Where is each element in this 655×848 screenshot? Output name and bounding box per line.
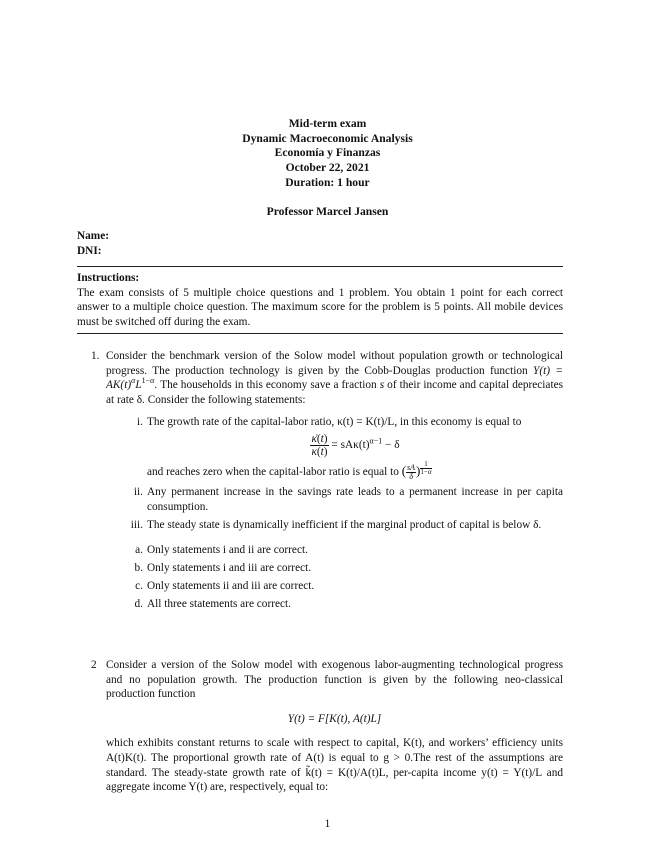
q1-production-fn: Y(t) = AK(t): [106, 364, 563, 392]
q1-intro-a: Consider the benchmark version of the Solow model without population growth or technological progress. The production technology is given by the Cobb-Douglas production function: [106, 350, 563, 377]
exam-duration: Duration: 1 hour: [285, 175, 370, 189]
question-1: [91, 349, 563, 615]
q1-intro-b: . The households in this economy save a fraction: [154, 379, 380, 392]
professor-name: Professor Marcel Jansen: [266, 204, 389, 218]
divider-top: [77, 266, 563, 267]
exam-header: [0, 117, 655, 219]
instructions-text: The exam consists of 5 multiple choice questions and 1 problem. You obtain 1 point for each correct answer to a multiple choice question. The maximum score for the problem is 5 points. All mobile devices must be switched off during the exam.: [77, 286, 563, 328]
option-d[interactable]: d. All three statements are correct.: [134, 598, 291, 611]
statement-i-number: i.: [137, 416, 143, 429]
question-number: 1.: [91, 350, 100, 362]
dni-label: DNI:: [77, 245, 102, 257]
q2-intro: Consider a version of the Solow model with exogenous labor-augmenting technological progress and no population growth. The production function is given by the following neo-classical production function: [106, 659, 563, 701]
instructions-title: Instructions:: [77, 272, 140, 284]
statement-iii: [130, 518, 563, 533]
instructions-block: [77, 271, 563, 329]
statements-list: [130, 415, 563, 532]
question-number: 2: [91, 659, 97, 671]
kappa-growth-fraction: $\frac{\kappȧ(t)}{\kappa(t)}$: [311, 432, 328, 458]
equation-tail: − δ: [382, 439, 400, 452]
option-b[interactable]: b. Only statements i and iii are correct.: [134, 561, 312, 574]
page-number: 1: [324, 818, 331, 830]
statement-i-text: The growth rate of the capital-labor ratio, κ(t) = K(t)/L, in this economy is equal to: [147, 416, 522, 429]
exam-title: Mid-term exam: [288, 117, 367, 130]
statement-iii-number: iii.: [130, 519, 143, 532]
statement-ii-number: ii.: [133, 485, 143, 498]
divider-bottom: [77, 333, 563, 334]
statement-ii: [133, 485, 563, 514]
q2-equation: Y(t) = F[K(t), A(t)L]: [287, 712, 382, 725]
name-label: Name:: [77, 230, 109, 242]
equation-rhs: = sAκ(t): [331, 439, 370, 452]
equation-exponent: α−1: [369, 436, 383, 446]
option-a[interactable]: a. Only statements i and ii are correct.: [135, 543, 308, 556]
course-title: Dynamic Macroeconomic Analysis: [242, 131, 413, 145]
answer-options: [134, 543, 563, 612]
statement-i: i. The growth rate of the capital-labor ratio, κ(t) = K(t)/L, in this economy is equal to $\frac{\kappȧ(t)}{\kappa(t)}$ = $sA\kappa(t)^{\alpha-1} - \delta$ and reaches zero when the capital-labor ratio is equal to ( $\frac{sA}{\delta}$ ) $^{\frac{1}{1-\alpha}}$: [137, 415, 563, 481]
statement-i-equation: [147, 433, 563, 458]
statement-ii-text: Any permanent increase in the savings rate leads to a permanent increase in per capita consumption.: [147, 485, 563, 513]
program-name: Economía y Finanzas: [274, 146, 381, 160]
question-2: [91, 658, 563, 795]
question-2-text: [106, 658, 563, 795]
statement-iii-text: The steady state is dynamically inefficient if the marginal product of capital is below δ.: [147, 519, 542, 532]
option-c[interactable]: c. Only statements ii and iii are correct.: [135, 579, 315, 592]
exam-date: October 22, 2021: [285, 161, 370, 175]
question-1-text: Consider the benchmark version of the Solow model without population growth or technological progress. The production technology is given by the Cobb-Douglas production function $Y(t) = AK(t)^\alpha L^{1-\alpha}$. The households in this economy save a fraction s of their income and capital depreciates at rate δ. Consider the following statements: i. The growth rate of the capital-labor ratio, κ(t) = K(t)/L, in this economy is equal to $\frac{\kappȧ(t)}{\kappa(t)}$ = $sA\kappa(t)^{\alpha-1} - \delta$ and reaches zero when the capital-labor ratio is equal to ( $\frac{sA}{\delta}$ ) $^{\frac{1}{1-\alpha}}$ ii. Any permanent increase in the savings rate leads to a permanent increase in per capita consumption. iii. The steady state is dynamically inefficient if the marginal product of capital is below δ. a. Only statements i and ii are correct. b. Only statements i and iii are correct. c. Only statements ii and iii are correct. d. All three statements are correct.: [106, 350, 563, 611]
statement-i-text-b: and reaches zero when the capital-labor ratio is equal to: [147, 466, 402, 479]
q2-after: which exhibits constant returns to scale with respect to capital, K(t), and workers’ efficiency units A(t)K(t). The proportional growth rate of A(t) is equal to g > 0.The rest of the assumptions are standard. The steady-state growth rate of k̃(t) = K(t)/A(t)L, per-capita income y(t) = Y(t)/L and aggregate income Y(t) are, respectively, equal to:: [106, 737, 563, 794]
student-id-block: [77, 229, 109, 259]
q1-intro-c: of their income and capital depreciates at rate δ. Consider the following statements:: [106, 379, 563, 406]
